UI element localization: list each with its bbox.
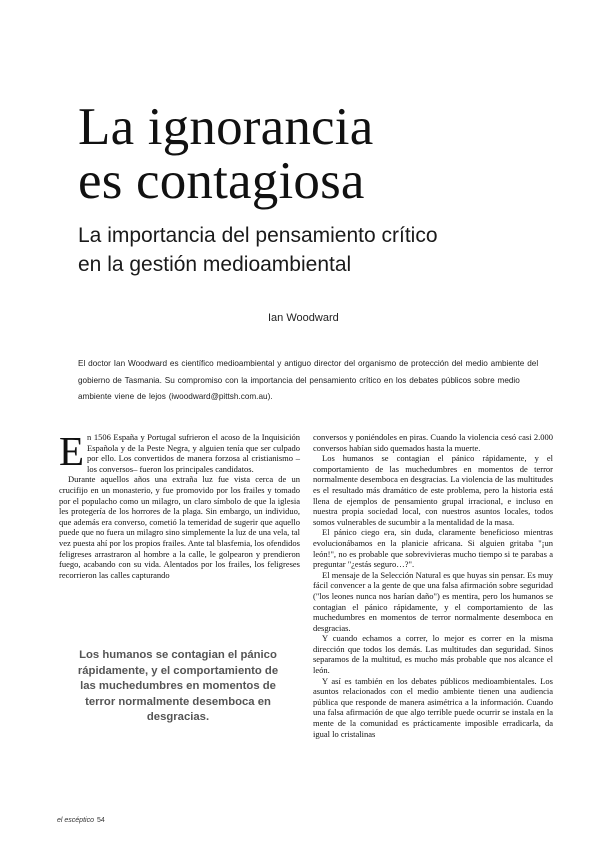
- title-line-2: es contagiosa: [78, 152, 365, 210]
- pull-quote: Los humanos se contagian el pánico rápidamente, y el comportamiento de las muchedumbres en momentos de terror normalmente desemboca en desgracias.: [77, 649, 279, 723]
- body-paragraph: [59, 428, 300, 474]
- paragraph-text: n 1506 España y Portugal sufrieron el acoso de la Inquisición Española y de la Peste Negra, y alguien tenía que ser culpado por ello. Los convertidos de manera forzosa al cristianismo –los conversos– fueron los principales candidatos.: [87, 432, 300, 474]
- body-paragraph: El pánico ciego era, sin duda, claramente beneficioso mientras evolucionábamos en la planicie africana. Si alguien gritaba "¡un león!", no es probable que sobrevivieras mucho tiempo si te parabas a preguntar "¿estás seguro…?".: [313, 527, 553, 570]
- page-footer: [57, 816, 105, 826]
- author-bio: El doctor Ian Woodward es científico medioambiental y antiguo director del organismo de protección del medio ambiente del gobierno de Tasmania. Su compromiso con la importancia del pensamiento crítico en los debates públicos sobre medio ambiente viene de lejos (iwoodward@pittsh.com.au).: [78, 359, 539, 401]
- page-number: 54: [96, 817, 105, 824]
- article-title: [78, 100, 548, 208]
- body-paragraph: El mensaje de la Selección Natural es que huyas sin pensar. Es muy fácil convencer a la gente de que una falsa afirmación sobre seguridad ("los leones nunca nos harían daño") es mentira, pero los humanos se contagian el pánico rápidamente, y el comportamiento de las muchedumbres en momentos de terror normalmente desemboca en desgracias.: [313, 569, 553, 633]
- body-paragraph: conversos y poniéndoles en piras. Cuando la violencia cesó casi 2.000 conversos habían sido quemados hasta la muerte.: [313, 432, 553, 453]
- body-paragraph: Y así es también en los debates públicos medioambientales. Los asuntos relacionados con el medio ambiente tienen una audiencia pública que responde de manera asimétrica a la información. Cuando una falsa afirmación de que algo terrible puede ocurrir se instala en la mente de la comunidad es prácticamente imposible erradicarla, da igual lo cristalinas: [313, 675, 553, 739]
- body-column-left: [59, 428, 300, 580]
- subtitle-line-1: La importancia del pensamiento crítico: [78, 224, 438, 247]
- subtitle-line-2: en la gestión medioambiental: [78, 253, 352, 276]
- author-name: Ian Woodward: [268, 312, 339, 324]
- body-paragraph: Y cuando echamos a correr, lo mejor es correr en la misma dirección que todos los demás. Las multitudes dan seguridad. Sinos separamos de la multitud, es mucho más probable que nos alcance el león.: [313, 633, 553, 676]
- magazine-name: el escéptico: [57, 817, 94, 824]
- body-paragraph: Durante aquellos años una extraña luz fue vista cerca de un crucifijo en un monasterio, y fue promovido por los frailes y tomado por el populacho como un milagro, un claro símbolo de que la iglesia les protegería de los horrores de la plaga. Sin embargo, un individuo, que además era converso, cometió la temeridad de sugerir que aquello puede que no fuera un milagro sino simplemente la luz de una vela, tal vez puesta ahí por los propios frailes. Ante tal blasfemia, los ofendidos feligreses arrastraron al hombre a la calle, le golpearon y prendieron fuego, acabando con su vida. Alentados por los frailes, los feligreses recorrieron las calles capturando: [59, 474, 300, 580]
- drop-cap: E: [59, 428, 85, 474]
- body-column-right: [313, 432, 553, 739]
- article-subtitle: [78, 221, 558, 279]
- body-paragraph: Los humanos se contagian el pánico rápidamente, y el comportamiento de las muchedumbres en momentos de terror normalmente desemboca en desgracias. La violencia de las multitudes es el resultado más dramático de este problema, pero la historia está llena de ejemplos de pensamiento grupal irracional, e incluso en nuestra propia sociedad local, con nuestros asuntos locales, todos somos vulnerables de sucumbir a la mentalidad de la masa.: [313, 453, 553, 527]
- title-line-1: La ignorancia: [78, 98, 374, 156]
